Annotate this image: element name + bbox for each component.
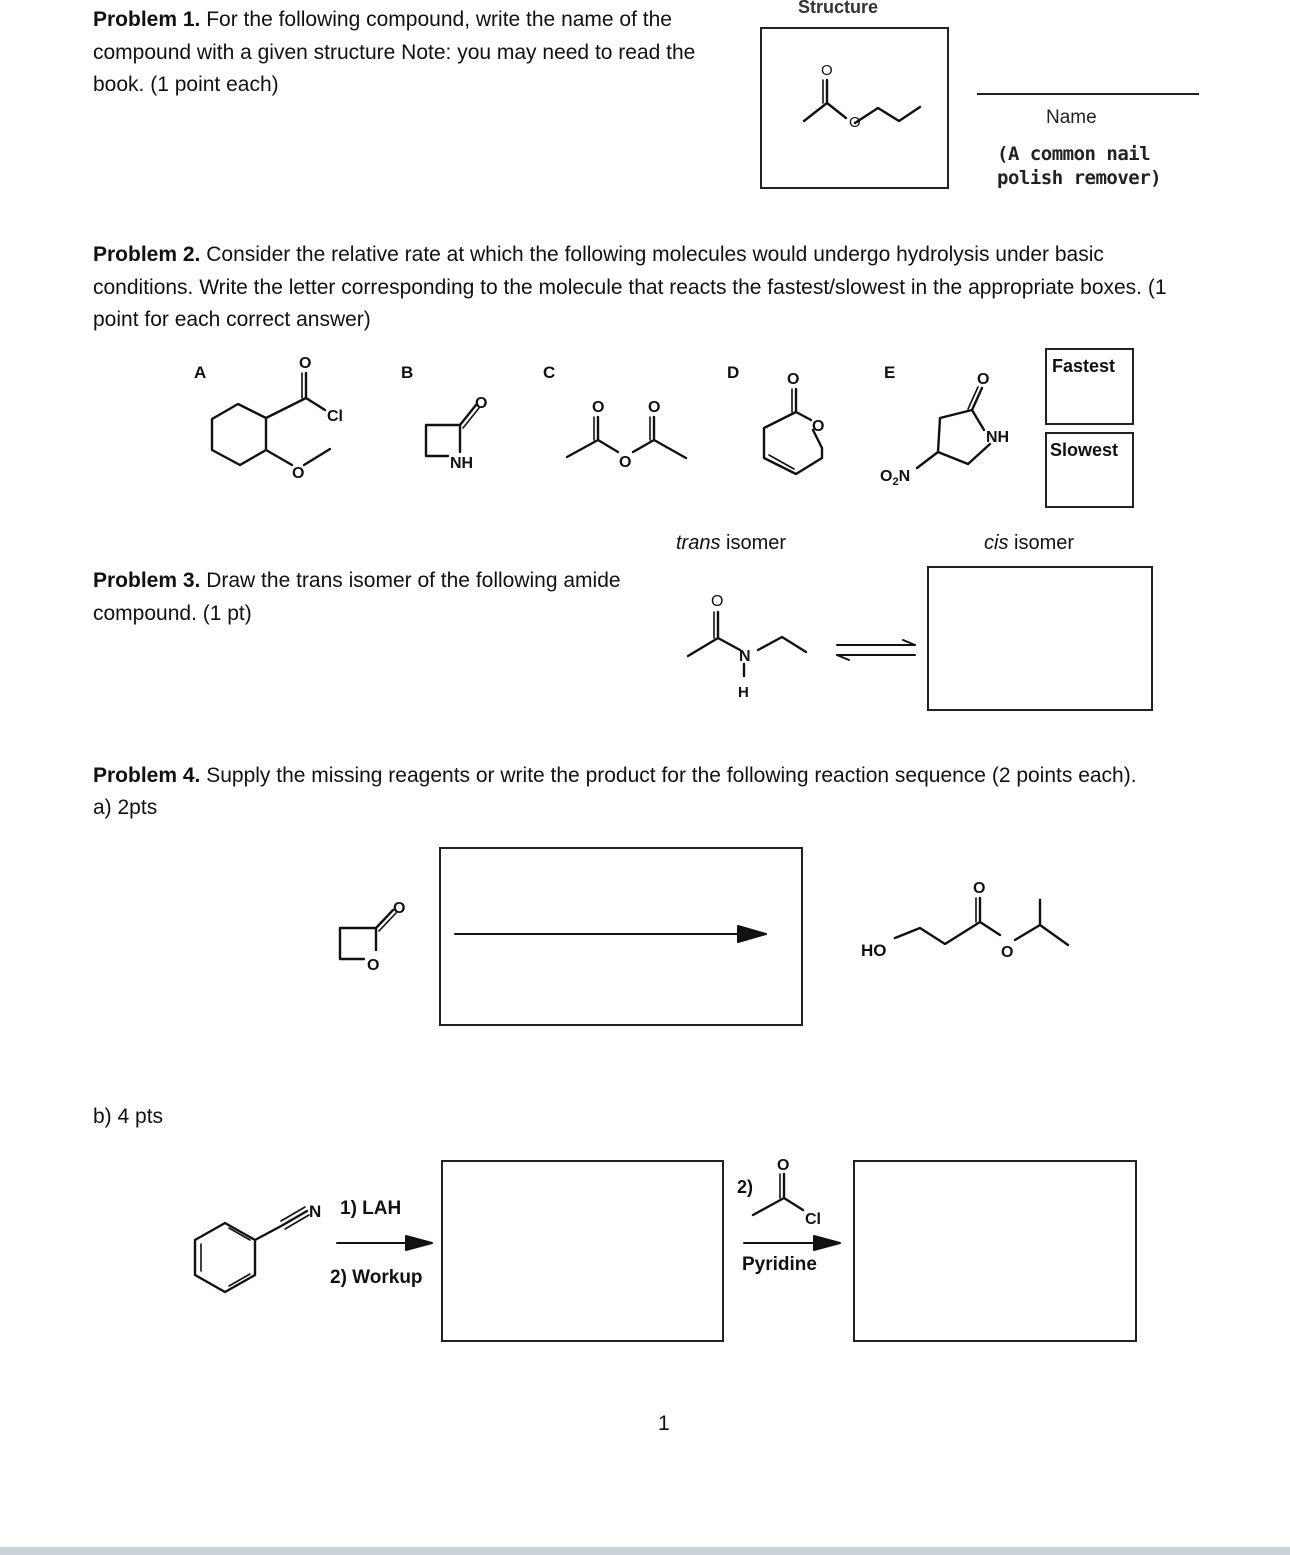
- part-a-arrow: [455, 926, 766, 942]
- trans-isomer-word: isomer: [720, 532, 787, 554]
- molecule-c-structure: [567, 417, 686, 458]
- equilibrium-arrows: [837, 640, 915, 660]
- fastest-label: Fastest: [1052, 356, 1116, 376]
- atom-n-p3: N: [739, 648, 751, 665]
- label-a: A: [194, 363, 207, 382]
- ethyl-acetate-structure: [804, 80, 920, 123]
- amide-structure: [688, 612, 806, 676]
- structure-label: Structure: [798, 0, 879, 17]
- label-b: B: [401, 363, 414, 382]
- cis-isomer-word: isomer: [1008, 532, 1075, 554]
- acetyl-chloride-structure: [753, 1174, 803, 1215]
- pyridine-label: Pyridine: [742, 1254, 817, 1275]
- part-b-label: b) 4 pts: [93, 1105, 164, 1128]
- molecule-e-structure: [917, 387, 990, 468]
- atom-o-a2: O: [292, 465, 305, 482]
- atom-o-4a3: O: [973, 880, 986, 897]
- atom-o-4b: O: [777, 1157, 790, 1174]
- atom-o-d1: O: [787, 371, 800, 388]
- page-number: 1: [658, 1412, 670, 1435]
- part-a-label: a) 2pts: [93, 796, 158, 819]
- molecule-a-structure: [212, 373, 330, 465]
- cis-word: cis: [984, 532, 1009, 554]
- problem-1-heading: Problem 1.: [93, 8, 201, 31]
- problem-2-heading: Problem 2.: [93, 243, 201, 266]
- hydroxy-ester-structure: [895, 898, 1068, 945]
- problem-4-body: Supply the missing reagents or write the product for the following reaction sequence (2 points each).: [206, 764, 1137, 787]
- atom-o-p1b: O: [849, 114, 861, 131]
- atom-o-b: O: [475, 395, 488, 412]
- name-label: Name: [1046, 107, 1097, 128]
- atom-o-4a4: O: [1001, 944, 1014, 961]
- atom-o-c1: O: [592, 399, 605, 416]
- problem-4-heading: Problem 4.: [93, 764, 201, 787]
- molecule-b-structure: [426, 405, 479, 456]
- atom-o-e: O: [977, 371, 990, 388]
- atom-o-p3: O: [711, 593, 724, 610]
- label-c: C: [543, 363, 556, 382]
- atom-o-4a2: O: [367, 957, 380, 974]
- atom-o-c3: O: [619, 454, 632, 471]
- problem-1-body: For the following compound, write the name of the compound with a given structure Note: you may need to read the book. (1 point each): [93, 8, 696, 96]
- atom-o-p1a: O: [821, 62, 833, 79]
- part-b-arrow-2: [744, 1236, 840, 1250]
- benzyl-nitrile-structure: [195, 1207, 309, 1292]
- atom-o-d2: O: [812, 418, 825, 435]
- problem-2-body: Consider the relative rate at which the following molecules would undergo hydrolysis under basic conditions. Write the letter corresponding to the molecule that reacts the fastest/slowest in the appropriate boxes. (1 point for each correct answer): [93, 243, 1167, 331]
- atom-o-a1: O: [299, 355, 312, 372]
- atom-n-4b: N: [309, 1202, 322, 1221]
- step2-label: 2) Workup: [330, 1267, 423, 1288]
- atom-ho-4a: HO: [861, 941, 887, 960]
- step3-label: 2): [737, 1177, 754, 1197]
- atom-nh-e: NH: [986, 429, 1010, 446]
- trans-word: trans: [676, 532, 721, 554]
- name-hint-line2: polish remover): [997, 167, 1162, 189]
- label-d: D: [727, 363, 740, 382]
- slowest-label: Slowest: [1050, 440, 1119, 460]
- step1-label: 1) LAH: [340, 1198, 402, 1219]
- atom-o-c2: O: [648, 399, 661, 416]
- atom-cl-4b: Cl: [805, 1211, 821, 1228]
- atom-nh-b: NH: [450, 455, 474, 472]
- part-b-arrow-1: [337, 1236, 432, 1250]
- beta-lactone-structure: [340, 910, 396, 959]
- atom-o-4a1: O: [393, 900, 406, 917]
- problem-3-heading: Problem 3.: [93, 569, 201, 592]
- label-e: E: [884, 363, 896, 382]
- name-hint-line1: (A common nail: [997, 143, 1151, 165]
- problem-3-body: Draw the trans isomer of the following amide compound. (1 pt): [93, 569, 621, 625]
- atom-h-p3: H: [738, 684, 749, 701]
- atom-o2n-e: $O_2N$: [880, 468, 911, 488]
- atom-cl-a: Cl: [327, 408, 343, 425]
